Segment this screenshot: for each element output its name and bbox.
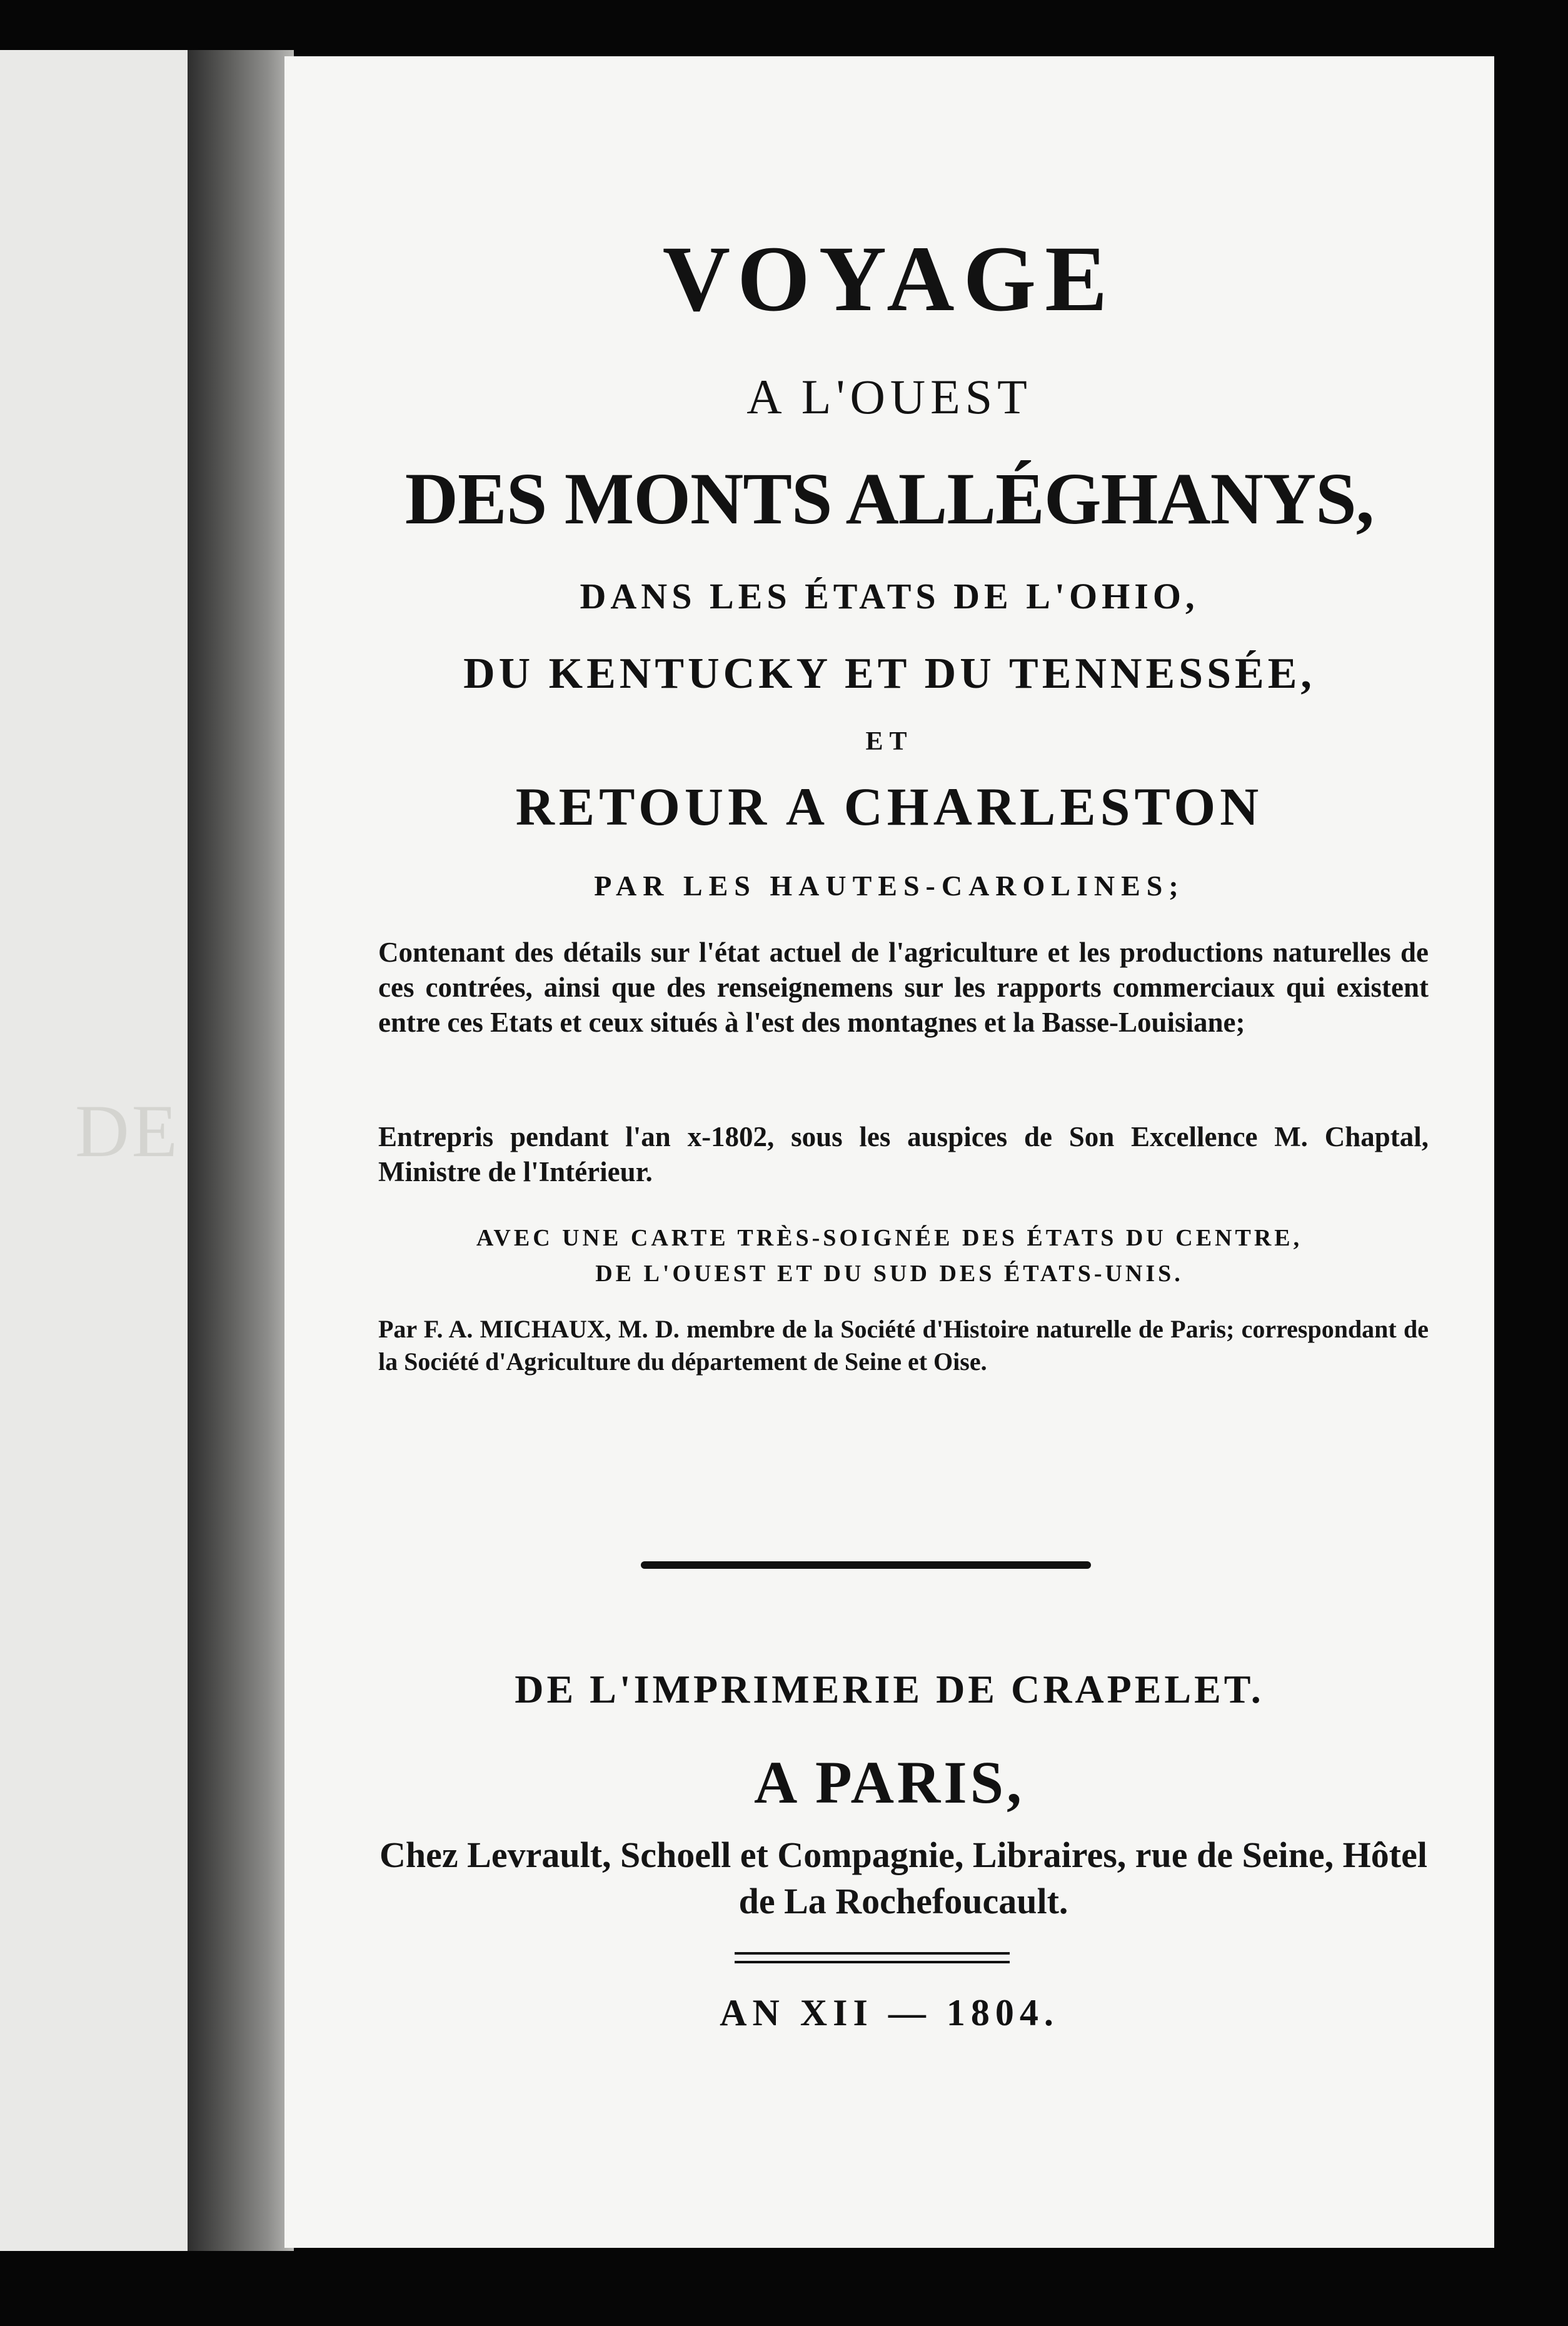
city-line: A PARIS, xyxy=(754,1749,1025,1816)
previous-page xyxy=(0,50,201,2251)
title-kentucky-tennessee: DU KENTUCKY ET DU TENNESSÉE, xyxy=(463,650,1315,698)
title-etats-ohio: DANS LES ÉTATS DE L'OHIO, xyxy=(580,576,1199,617)
author-statement: Par F. A. MICHAUX, M. D. membre de la Société d'Histoire naturelle de Paris; correspondant de la Société d'Agriculture du département de Seine et Oise. xyxy=(378,1315,1429,1376)
title-page xyxy=(284,56,1494,2248)
title-et: ET xyxy=(865,727,913,756)
title-monts-alleghanys: DES MONTS ALLÉGHANYS, xyxy=(405,458,1374,540)
bleed-through-text: DE xyxy=(75,1089,180,1172)
book-gutter xyxy=(188,50,294,2251)
title-voyage: VOYAGE xyxy=(662,227,1117,331)
printer-line: DE L'IMPRIMERIE DE CRAPELET. xyxy=(515,1667,1264,1711)
description-contents: Contenant des détails sur l'état actuel de l'agriculture et les productions naturelles de ces contrées, ainsi que des renseignemens sur les rapports commerciaux qui existent entre ces Etats et ceux situés à l'est des montagnes et la Basse-Louisiane; xyxy=(378,937,1429,1038)
title-hautes-carolines: PAR LES HAUTES-CAROLINES; xyxy=(594,870,1185,902)
title-a-louest: A L'OUEST xyxy=(746,370,1032,424)
map-line-1: AVEC UNE CARTE TRÈS-SOIGNÉE DES ÉTATS DU CENTRE, xyxy=(476,1225,1303,1251)
double-rule-top xyxy=(735,1952,1010,1955)
title-retour-charleston: RETOUR A CHARLESTON xyxy=(515,777,1264,837)
date-line: AN XII — 1804. xyxy=(720,1992,1059,2033)
map-line-2: DE L'OUEST ET DU SUD DES ÉTATS-UNIS. xyxy=(595,1261,1184,1287)
decorative-rule xyxy=(641,1561,1091,1569)
description-undertaken: Entrepris pendant l'an x-1802, sous les auspices de Son Excellence M. Chaptal, Ministre de l'Intérieur. xyxy=(378,1121,1429,1187)
double-rule-bottom xyxy=(735,1961,1010,1963)
publisher-line: Chez Levrault, Schoell et Compagnie, Libraires, rue de Seine, Hôtel de La Rochefoucault. xyxy=(379,1835,1427,1921)
